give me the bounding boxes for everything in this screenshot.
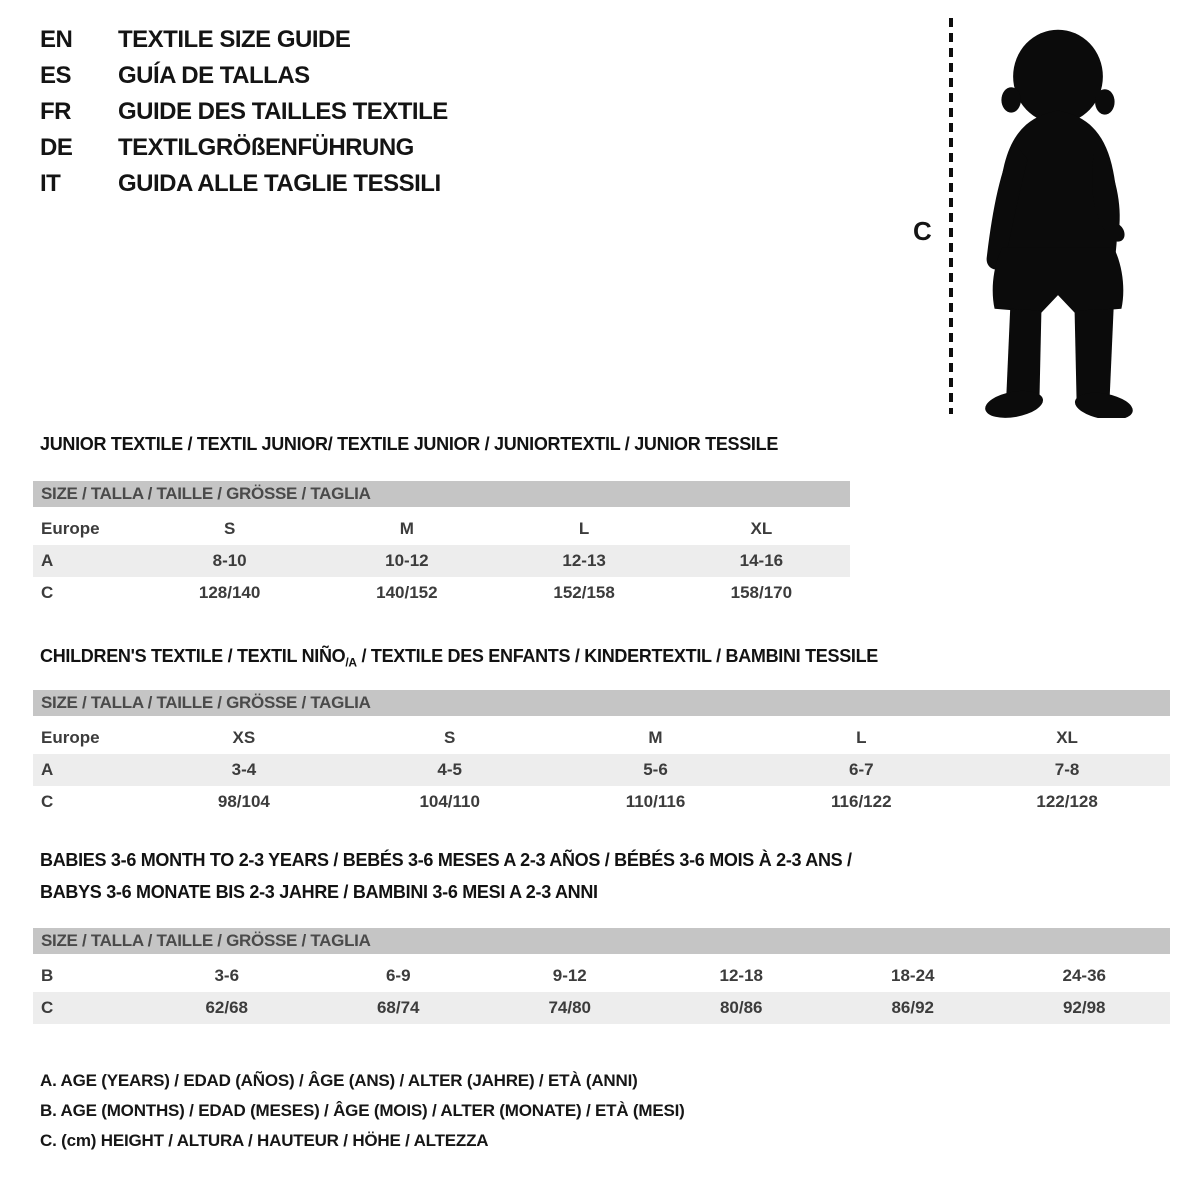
table-row-label: C xyxy=(41,792,54,811)
table-cell: 110/116 xyxy=(625,792,686,811)
language-row xyxy=(40,22,448,58)
legend-line: B. AGE (MONTHS) / EDAD (MESES) / ÂGE (MOIS) / ALTER (MONATE) / ETÀ (MESI) xyxy=(40,1101,685,1120)
language-list xyxy=(40,22,448,202)
table-cell: 104/110 xyxy=(419,792,480,811)
table-cell: 14-16 xyxy=(739,551,784,570)
legend-line: C. (cm) HEIGHT / ALTURA / HAUTEUR / HÖHE / ALTEZZA xyxy=(40,1131,489,1150)
section-title-text: JUNIOR TEXTILE / TEXTIL JUNIOR/ TEXTILE JUNIOR / JUNIORTEXTIL / JUNIOR TESSILE xyxy=(40,434,779,454)
height-figure xyxy=(905,8,1160,423)
table-cell: 9-12 xyxy=(552,966,587,985)
table-row-label: A xyxy=(41,551,54,570)
table-cell: 62/68 xyxy=(205,998,249,1017)
table-row-label: B xyxy=(41,966,54,985)
table-row xyxy=(33,754,1170,786)
language-code: EN xyxy=(40,26,73,53)
table-cell: XL xyxy=(750,519,773,538)
table-cell: 5-6 xyxy=(643,760,668,779)
height-measure-label: C xyxy=(913,216,932,246)
table-cell: M xyxy=(648,728,663,747)
section-title-line xyxy=(40,640,878,679)
section-title-line xyxy=(40,428,778,460)
language-row xyxy=(40,130,448,166)
table-row xyxy=(33,513,850,545)
table-cell: 80/86 xyxy=(719,998,763,1017)
table-cell: 18-24 xyxy=(891,966,935,985)
table-cell: 3-4 xyxy=(231,760,257,779)
language-code: IT xyxy=(40,170,61,197)
section-title-text: CHILDREN'S TEXTILE / TEXTIL NIÑO xyxy=(40,646,346,666)
table-row xyxy=(33,722,1170,754)
toddler-silhouette-icon xyxy=(965,18,1151,418)
table-cell: 92/98 xyxy=(1062,998,1106,1017)
table-cell: 12-13 xyxy=(562,551,606,570)
language-title: GUIDE DES TAILLES TEXTILE xyxy=(118,98,448,125)
section-title-junior xyxy=(40,428,778,460)
table-row xyxy=(33,960,1170,992)
legend-line: A. AGE (YEARS) / EDAD (AÑOS) / ÂGE (ANS) / ALTER (JAHRE) / ETÀ (ANNI) xyxy=(40,1071,638,1090)
language-title: GUÍA DE TALLAS xyxy=(118,62,310,89)
height-dashed-line xyxy=(949,18,953,414)
table-cell: 24-36 xyxy=(1062,966,1106,985)
table-cell: 3-6 xyxy=(214,966,240,985)
language-code: ES xyxy=(40,62,72,89)
table-row-label: C xyxy=(41,583,54,602)
table-cell: 158/170 xyxy=(730,583,793,602)
table-cell: 140/152 xyxy=(376,583,438,602)
table-size-header: SIZE / TALLA / TAILLE / GRÖSSE / TAGLIA xyxy=(33,928,1170,954)
section-title-line xyxy=(40,876,852,908)
table-cell: 6-9 xyxy=(385,966,411,985)
language-code: FR xyxy=(40,98,71,125)
table-cell: 122/128 xyxy=(1036,792,1098,811)
language-title: TEXTILGRÖßENFÜHRUNG xyxy=(118,134,414,161)
table-cell: XS xyxy=(232,728,256,747)
table-cell: 98/104 xyxy=(217,792,270,811)
table-row xyxy=(33,992,1170,1024)
table-cell: 6-7 xyxy=(849,760,874,779)
language-row xyxy=(40,166,448,202)
section-title-line xyxy=(40,844,852,876)
section-title-text: / TEXTILE DES ENFANTS / KINDERTEXTIL / BAMBINI TESSILE xyxy=(356,646,878,666)
table-cell: 152/158 xyxy=(553,583,615,602)
table-cell: 128/140 xyxy=(198,583,261,602)
language-title: TEXTILE SIZE GUIDE xyxy=(118,26,351,53)
language-row xyxy=(40,94,448,130)
table-row-label: Europe xyxy=(41,728,100,747)
table-cell: 4-5 xyxy=(437,760,462,779)
table-row xyxy=(33,545,850,577)
table-row xyxy=(33,786,1170,818)
table-cell: 116/122 xyxy=(831,792,892,811)
section-title-text: BABIES 3-6 MONTH TO 2-3 YEARS / BEBÉS 3-6 MESES A 2-3 AÑOS / BÉBÉS 3-6 MOIS À 2-3 ANS / xyxy=(40,850,852,870)
section-title-text: BABYS 3-6 MONATE BIS 2-3 JAHRE / BAMBINI 3-6 MESI A 2-3 ANNI xyxy=(40,882,598,902)
table-size-header: SIZE / TALLA / TAILLE / GRÖSSE / TAGLIA xyxy=(33,481,850,507)
table-cell: S xyxy=(444,728,456,747)
table-cell: L xyxy=(578,519,590,538)
table-cell: 86/92 xyxy=(891,998,935,1017)
table-size-header: SIZE / TALLA / TAILLE / GRÖSSE / TAGLIA xyxy=(33,690,1170,716)
language-row xyxy=(40,58,448,94)
table-cell: 74/80 xyxy=(548,998,592,1017)
table-row-label: C xyxy=(41,998,54,1017)
table-children xyxy=(33,690,1170,818)
table-cell: M xyxy=(399,519,414,538)
table-junior xyxy=(33,481,850,609)
table-cell: S xyxy=(223,519,236,538)
section-title-text: /A xyxy=(345,655,357,670)
table-row-label: Europe xyxy=(41,519,100,538)
table-cell: 12-18 xyxy=(719,966,763,985)
table-cell: 10-12 xyxy=(385,551,429,570)
table-cell: 68/74 xyxy=(376,998,420,1017)
table-babies xyxy=(33,928,1170,1024)
section-title-children xyxy=(40,640,878,679)
table-cell: L xyxy=(856,728,867,747)
language-code: DE xyxy=(40,134,73,161)
table-cell: 8-10 xyxy=(212,551,247,570)
table-cell: 7-8 xyxy=(1054,760,1080,779)
language-title: GUIDA ALLE TAGLIE TESSILI xyxy=(118,170,441,197)
legend xyxy=(40,1066,685,1156)
table-row xyxy=(33,577,850,609)
table-cell: XL xyxy=(1056,728,1078,747)
table-row-label: A xyxy=(41,760,54,779)
section-title-babies xyxy=(40,844,852,908)
